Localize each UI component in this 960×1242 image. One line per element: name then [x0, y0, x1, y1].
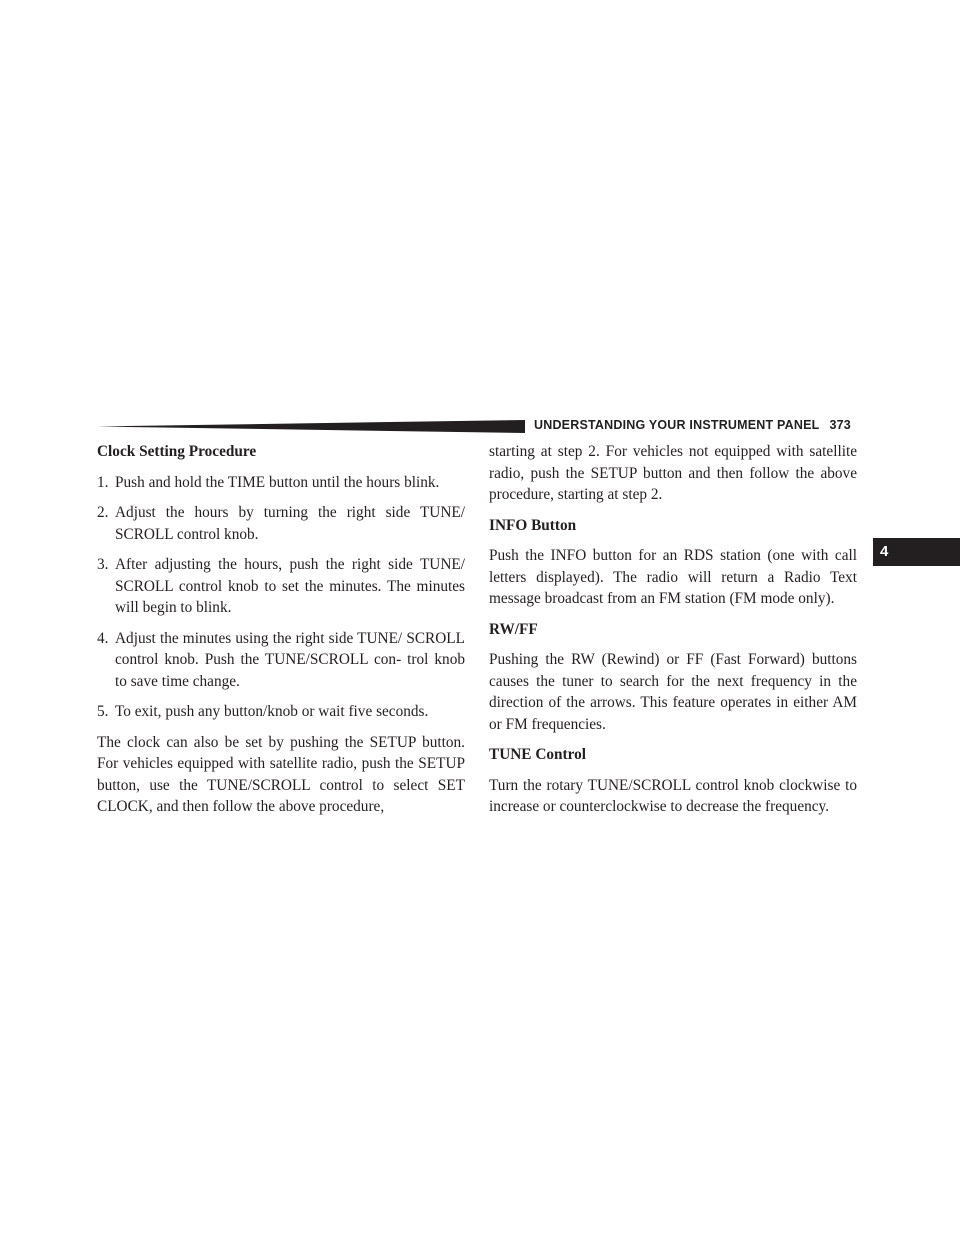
rw-ff-heading: RW/FF — [489, 620, 538, 638]
list-item: 2. Adjust the hours by turning the right side TUNE/ SCROLL control knob. — [97, 504, 465, 543]
rw-ff-text: Pushing the RW (Rewind) or FF (Fast Forward) buttons causes the tuner to search for the next frequency in the direction of the arrows. This feature operates in either AM or FM frequencies. — [489, 651, 857, 733]
tune-control-text: Turn the rotary TUNE/SCROLL control knob clockwise to increase or counterclockwise to decrease the frequency. — [489, 776, 857, 815]
running-header — [534, 418, 851, 432]
chapter-tab: 4 — [873, 538, 960, 566]
list-item: 4. Adjust the minutes using the right side TUNE/ SCROLL control knob. Push the TUNE/SCROLL con- trol knob to save time change. — [97, 629, 465, 690]
tune-control-heading: TUNE Control — [489, 746, 587, 763]
list-item: 5. To exit, push any button/knob or wait five seconds. — [97, 703, 429, 720]
right-column — [489, 441, 857, 827]
clock-setting-heading: Clock Setting Procedure — [97, 443, 257, 460]
info-button-heading: INFO Button — [489, 516, 577, 534]
clock-steps-list — [97, 472, 465, 723]
list-item: 3. After adjusting the hours, push the right side TUNE/ SCROLL control knob to set the minutes. The minutes will begin to blink. — [97, 556, 465, 616]
header-rule — [97, 420, 525, 433]
continuation-paragraph: starting at step 2. For vehicles not equipped with satellite radio, push the SETUP button and then follow the above procedure, starting at step 2. — [489, 443, 857, 503]
setup-paragraph: The clock can also be set by pushing the SETUP button. For vehicles equipped with satellite radio, push the SETUP button, use the TUNE/SCROLL control to select SET CLOCK, and then follow the above procedure, — [97, 733, 465, 815]
section-title: UNDERSTANDING YOUR INSTRUMENT PANEL — [534, 418, 820, 432]
left-column — [97, 441, 465, 827]
page-number: 373 — [829, 418, 851, 432]
info-button-text: Push the INFO button for an RDS station (one with call letters displayed). The radio will return a Radio Text message broadcast from an FM station (FM mode only). — [489, 547, 857, 607]
list-item: 1. Push and hold the TIME button until the hours blink. — [97, 473, 440, 491]
